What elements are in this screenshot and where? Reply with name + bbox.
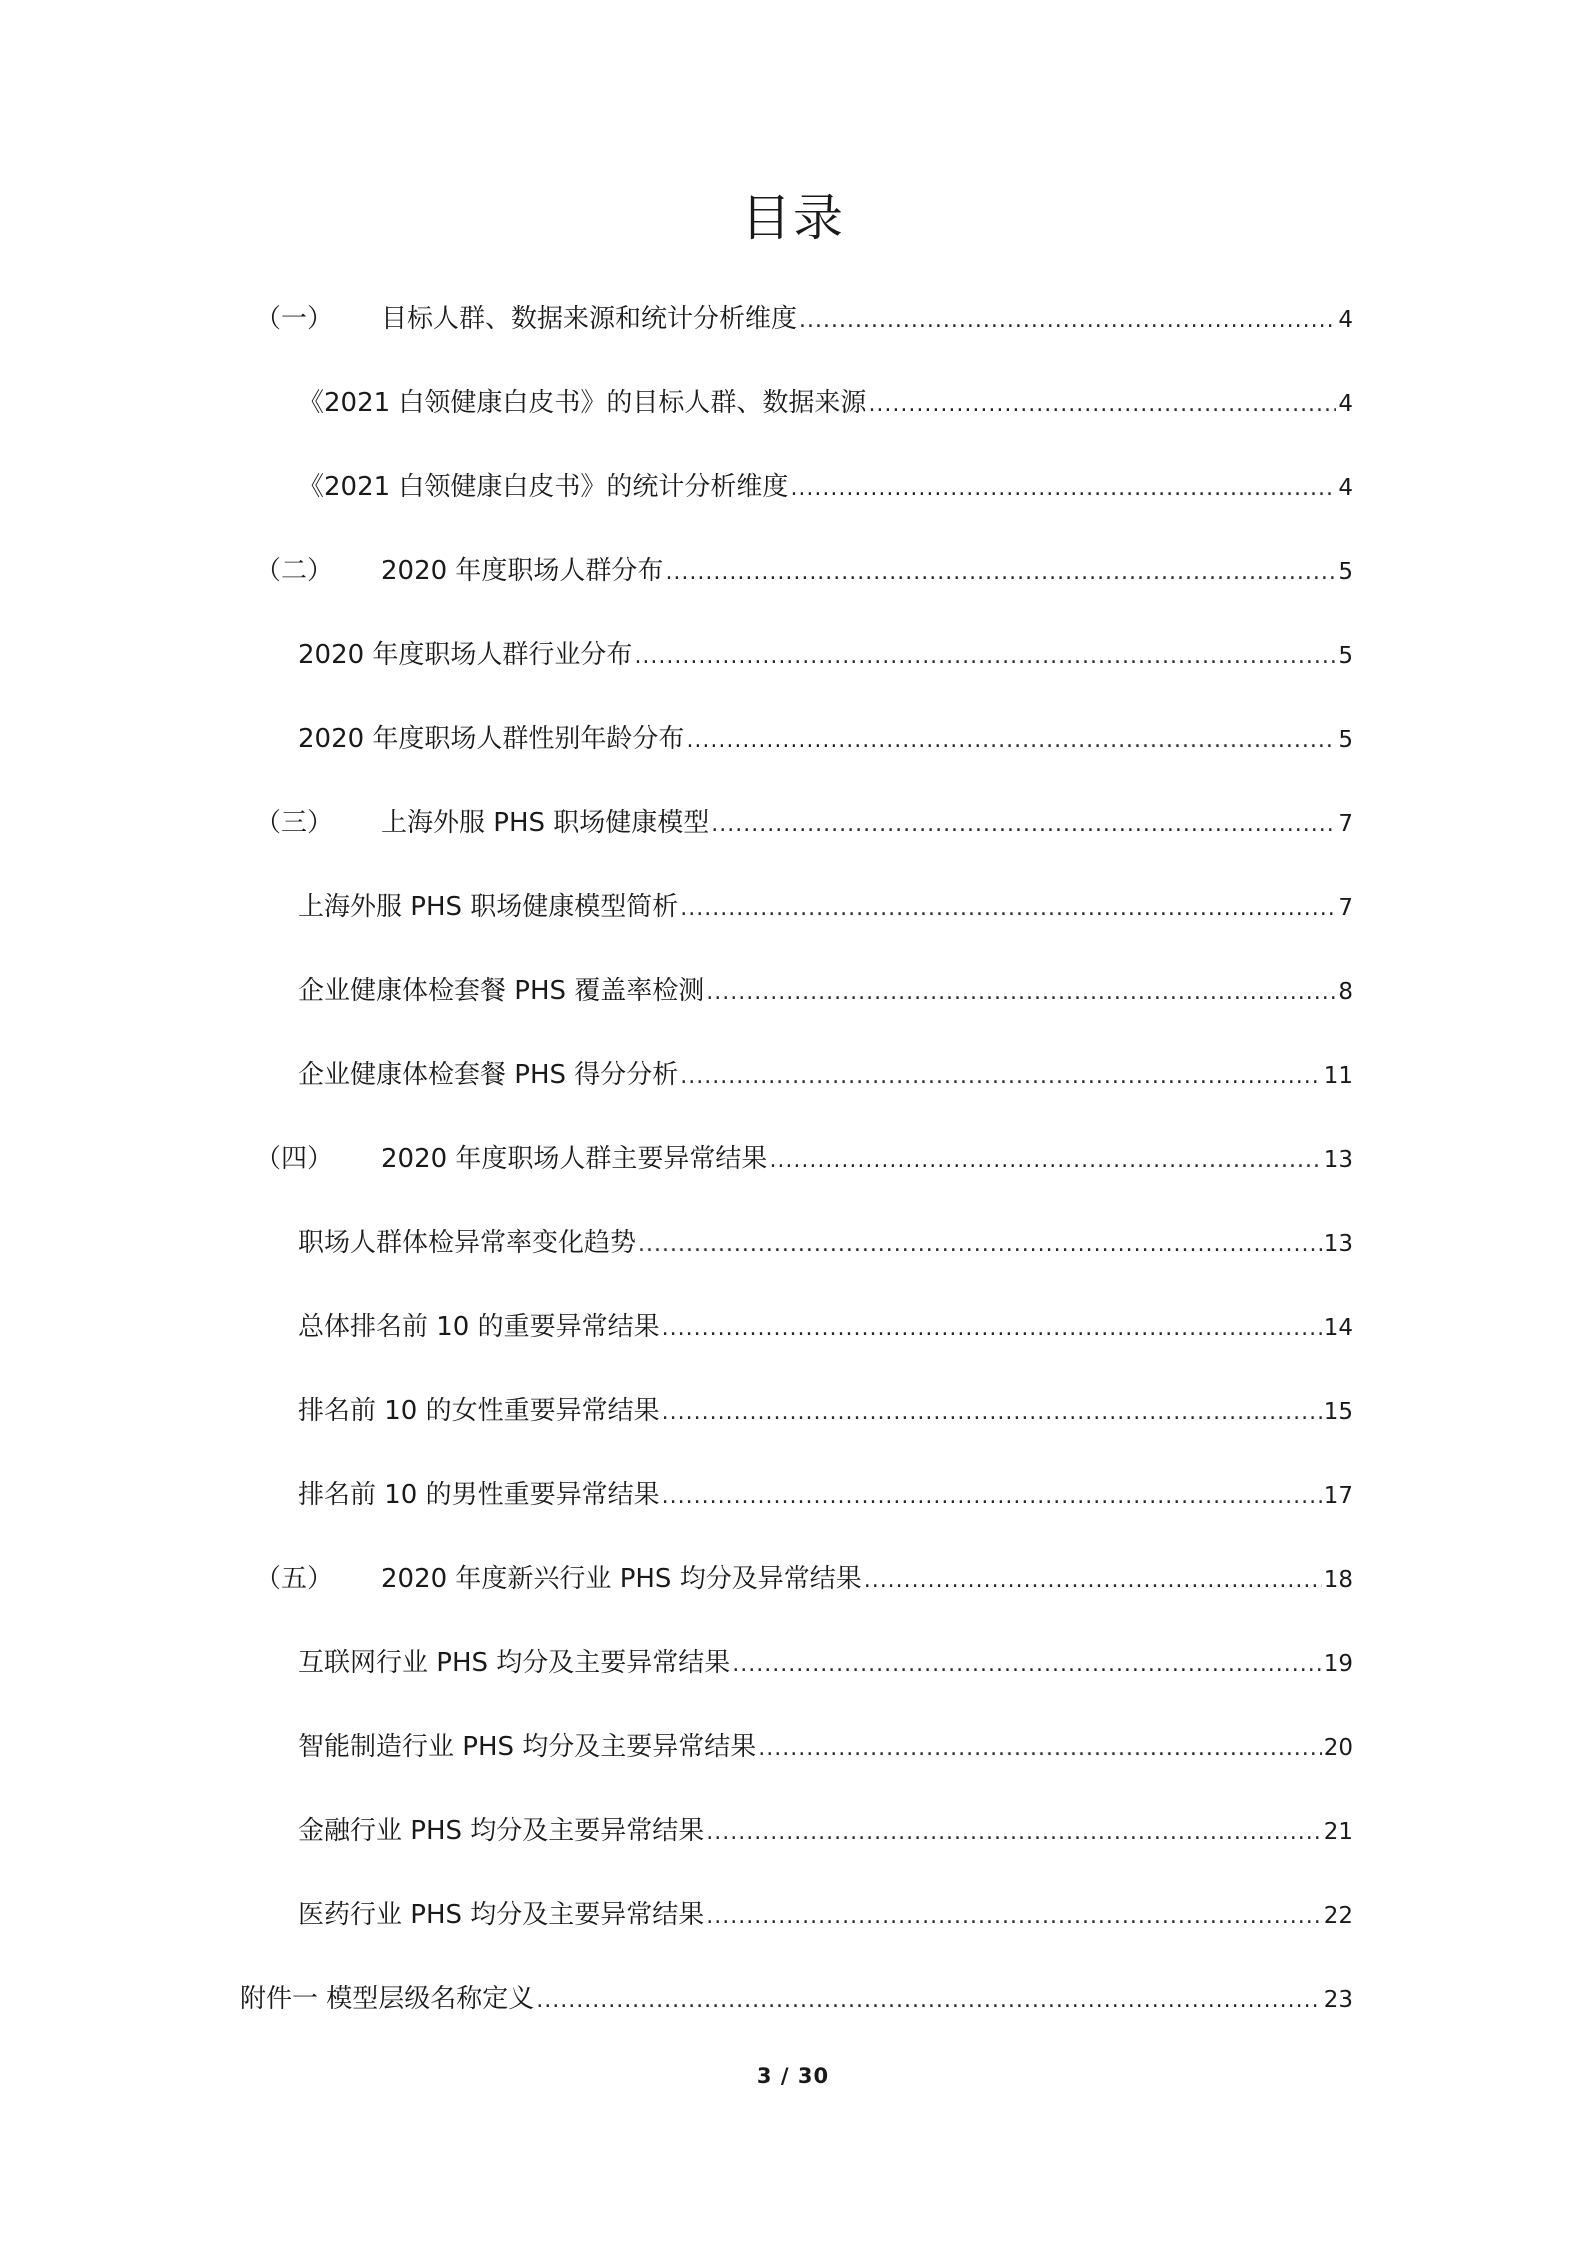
toc-entry-label: 上海外服 PHS 职场健康模型简析 (298, 891, 679, 922)
toc-entry-page-number: 14 (1323, 1314, 1353, 1341)
toc-entry-number: （三） (255, 807, 334, 838)
toc-entry-row (298, 886, 1353, 923)
toc-entry-page-number: 4 (1338, 306, 1353, 333)
toc-entry-row (298, 634, 1353, 671)
dot-leader (706, 1904, 1321, 1929)
toc-entry-page-number: 19 (1323, 1650, 1353, 1677)
toc-entry-label: 互联网行业 PHS 均分及主要异常结果 (298, 1647, 731, 1678)
toc-entry-label: 金融行业 PHS 均分及主要异常结果 (298, 1815, 705, 1846)
toc-entry[interactable] (0, 1114, 1586, 1198)
toc-entry-row (298, 1306, 1353, 1343)
toc-entry-page-number: 18 (1323, 1566, 1353, 1593)
toc-entry-page-number: 20 (1323, 1734, 1353, 1761)
toc-entry[interactable] (0, 1030, 1586, 1114)
toc-entry-row (298, 1642, 1353, 1679)
dot-leader (662, 1484, 1322, 1509)
toc-entry-label: 《2021 白领健康白皮书》的统计分析维度 (298, 471, 789, 502)
toc-entry-row (298, 970, 1353, 1007)
dot-leader (686, 728, 1336, 753)
toc-entry-label: 企业健康体检套餐 PHS 得分分析 (298, 1059, 679, 1090)
toc-entry-row (298, 466, 1353, 503)
toc-entry-label: 总体排名前 10 的重要异常结果 (298, 1311, 660, 1342)
toc-entry-label: 《2021 白领健康白皮书》的目标人群、数据来源 (298, 387, 867, 418)
toc-entry-row (298, 1222, 1353, 1259)
toc-entry[interactable] (0, 1870, 1586, 1954)
toc-entry-row (298, 1810, 1353, 1847)
toc-entry-page-number: 22 (1323, 1902, 1353, 1929)
toc-entry-label: 2020 年度职场人群行业分布 (298, 639, 633, 670)
toc-entry-label: 2020 年度职场人群主要异常结果 (381, 1143, 768, 1174)
toc-entry-number: （一） (255, 303, 334, 334)
toc-entry[interactable] (0, 862, 1586, 946)
dot-leader (662, 1400, 1322, 1425)
toc-entry-page-number: 8 (1338, 978, 1353, 1005)
toc-entry-page-number: 5 (1338, 726, 1353, 753)
toc-entry-page-number: 4 (1338, 390, 1353, 417)
toc-entry-page-number: 7 (1338, 894, 1353, 921)
dot-leader (638, 1232, 1322, 1257)
toc-entry-number: （五） (255, 1563, 334, 1594)
toc-entry-page-number: 5 (1338, 558, 1353, 585)
dot-leader (706, 980, 1336, 1005)
toc-entry[interactable] (0, 1534, 1586, 1618)
dot-leader (868, 392, 1336, 417)
dot-leader (680, 1064, 1321, 1089)
table-of-contents (0, 274, 1586, 2038)
toc-entry[interactable] (0, 1618, 1586, 1702)
dot-leader (864, 1568, 1322, 1593)
toc-entry-label: 2020 年度职场人群性别年龄分布 (298, 723, 685, 754)
toc-entry-row (298, 1726, 1353, 1763)
toc-entry-row (255, 1138, 1353, 1175)
toc-entry-page-number: 13 (1323, 1230, 1353, 1257)
toc-entry[interactable] (0, 358, 1586, 442)
dot-leader (769, 1148, 1321, 1173)
toc-entry[interactable] (0, 526, 1586, 610)
toc-entry-label: 上海外服 PHS 职场健康模型 (381, 807, 710, 838)
toc-entry[interactable] (0, 1450, 1586, 1534)
toc-entry-page-number: 17 (1323, 1482, 1353, 1509)
toc-entry-label: 智能制造行业 PHS 均分及主要异常结果 (298, 1731, 757, 1762)
dot-leader (790, 476, 1336, 501)
toc-entry-label: 附件一 模型层级名称定义 (240, 1983, 535, 2014)
toc-entry-row (298, 1474, 1353, 1511)
toc-entry-label: 2020 年度职场人群分布 (381, 555, 664, 586)
toc-entry-row (255, 802, 1353, 839)
toc-entry[interactable] (0, 274, 1586, 358)
toc-entry-label: 企业健康体检套餐 PHS 覆盖率检测 (298, 975, 705, 1006)
dot-leader (758, 1736, 1321, 1761)
page-title: 目录 (741, 189, 845, 247)
toc-entry-label: 排名前 10 的男性重要异常结果 (298, 1479, 660, 1510)
toc-entry-row (240, 1978, 1353, 2015)
toc-entry-row (255, 298, 1353, 335)
toc-entry[interactable] (0, 778, 1586, 862)
dot-leader (634, 644, 1336, 669)
toc-entry-row (298, 1054, 1353, 1091)
dot-leader (732, 1652, 1321, 1677)
page-number: 3 / 30 (756, 2064, 830, 2088)
toc-entry-page-number: 23 (1323, 1986, 1353, 2013)
dot-leader (711, 812, 1336, 837)
toc-entry-label: 2020 年度新兴行业 PHS 均分及异常结果 (381, 1563, 862, 1594)
toc-entry[interactable] (0, 610, 1586, 694)
toc-entry[interactable] (0, 1282, 1586, 1366)
dot-leader (799, 308, 1336, 333)
toc-entry-number: （二） (255, 555, 334, 586)
toc-entry-page-number: 4 (1338, 474, 1353, 501)
toc-entry-number: （四） (255, 1143, 334, 1174)
toc-entry-row (298, 1390, 1353, 1427)
toc-entry-row (298, 382, 1353, 419)
toc-entry[interactable] (0, 946, 1586, 1030)
toc-entry-row (298, 1894, 1353, 1931)
toc-entry-label: 职场人群体检异常率变化趋势 (298, 1227, 637, 1258)
toc-entry-page-number: 15 (1323, 1398, 1353, 1425)
toc-entry[interactable] (0, 694, 1586, 778)
toc-entry-label: 目标人群、数据来源和统计分析维度 (381, 303, 798, 334)
toc-entry-row (255, 550, 1353, 587)
toc-entry[interactable] (0, 1786, 1586, 1870)
toc-entry-page-number: 11 (1323, 1062, 1353, 1089)
dot-leader (706, 1820, 1321, 1845)
toc-entry-page-number: 7 (1338, 810, 1353, 837)
toc-entry[interactable] (0, 1366, 1586, 1450)
toc-entry-page-number: 13 (1323, 1146, 1353, 1173)
toc-entry[interactable] (0, 1954, 1586, 2038)
dot-leader (662, 1316, 1322, 1341)
dot-leader (665, 560, 1336, 585)
toc-entry[interactable] (0, 1702, 1586, 1786)
toc-entry[interactable] (0, 1198, 1586, 1282)
toc-entry-row (255, 1558, 1353, 1595)
toc-entry-page-number: 5 (1338, 642, 1353, 669)
toc-entry-label: 医药行业 PHS 均分及主要异常结果 (298, 1899, 705, 1930)
toc-entry[interactable] (0, 442, 1586, 526)
toc-entry-label: 排名前 10 的女性重要异常结果 (298, 1395, 660, 1426)
dot-leader (536, 1988, 1321, 2013)
toc-entry-page-number: 21 (1323, 1818, 1353, 1845)
toc-entry-row (298, 718, 1353, 755)
dot-leader (680, 896, 1336, 921)
